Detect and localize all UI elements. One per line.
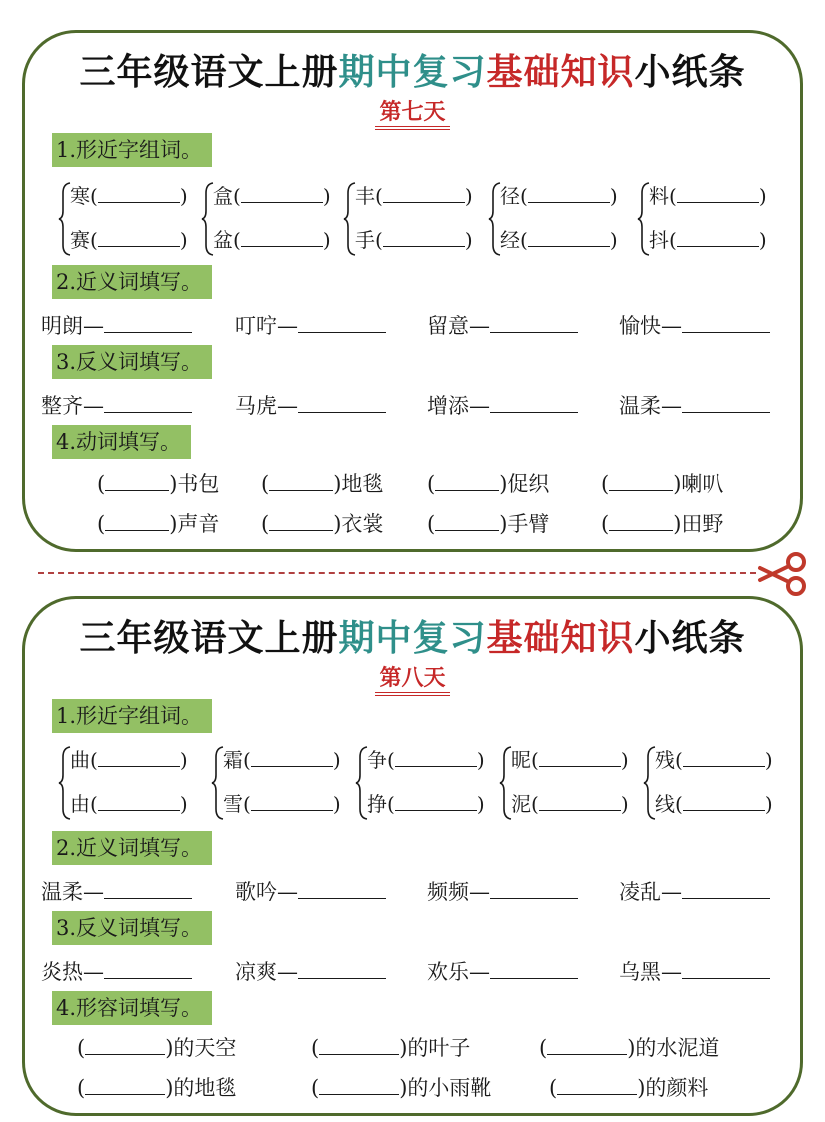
similar-char-group <box>488 181 638 261</box>
answer-blank[interactable] <box>490 878 578 899</box>
answer-blank[interactable] <box>383 226 465 247</box>
word-item: 凌乱— <box>619 877 770 907</box>
answer-blank[interactable] <box>683 790 765 811</box>
answer-blank[interactable] <box>298 392 386 413</box>
answer-blank[interactable] <box>105 470 169 491</box>
char-row: 昵( ) <box>511 748 629 772</box>
char-row: 由( ) <box>70 792 188 816</box>
char-row: 盆( ) <box>213 228 331 252</box>
answer-blank[interactable] <box>682 878 770 899</box>
char-row: 寒( ) <box>70 184 188 208</box>
answer-blank[interactable] <box>490 958 578 979</box>
scissors-icon <box>756 550 812 598</box>
answer-blank[interactable] <box>490 312 578 333</box>
word-item: 频频— <box>427 877 578 907</box>
answer-blank[interactable] <box>435 510 499 531</box>
similar-char-group <box>211 745 361 825</box>
char-row: 手( ) <box>355 228 473 252</box>
section-heading: 4.动词填写。 <box>52 425 191 459</box>
fill-item: ( )地毯 <box>261 472 384 496</box>
answer-blank[interactable] <box>105 510 169 531</box>
answer-blank[interactable] <box>298 312 386 333</box>
similar-char-group <box>643 745 793 825</box>
answer-blank[interactable] <box>609 470 673 491</box>
answer-blank[interactable] <box>319 1074 399 1095</box>
worksheet-card-day7 <box>22 30 803 552</box>
answer-blank[interactable] <box>557 1074 637 1095</box>
answer-blank[interactable] <box>319 1034 399 1055</box>
answer-blank[interactable] <box>609 510 673 531</box>
answer-blank[interactable] <box>435 470 499 491</box>
fill-item: ( )书包 <box>97 472 220 496</box>
worksheet-card-day8 <box>22 596 803 1116</box>
word-item: 愉快— <box>619 311 770 341</box>
answer-blank[interactable] <box>677 182 759 203</box>
answer-blank[interactable] <box>383 182 465 203</box>
word-item: 乌黑— <box>619 957 770 987</box>
answer-blank[interactable] <box>682 312 770 333</box>
similar-char-group <box>201 181 351 261</box>
fill-item: ( )的水泥道 <box>539 1036 720 1060</box>
word-item: 温柔— <box>41 877 192 907</box>
day-label: 第七天 <box>25 99 800 130</box>
answer-blank[interactable] <box>682 958 770 979</box>
answer-blank[interactable] <box>539 746 621 767</box>
answer-blank[interactable] <box>98 746 180 767</box>
char-row: 挣( ) <box>367 792 485 816</box>
answer-blank[interactable] <box>98 182 180 203</box>
fill-item: ( )衣裳 <box>261 512 384 536</box>
answer-blank[interactable] <box>683 746 765 767</box>
card-title: 三年级语文上册期中复习基础知识小纸条 <box>79 52 746 93</box>
word-item: 温柔— <box>619 391 770 421</box>
answer-blank[interactable] <box>682 392 770 413</box>
section-heading: 1.形近字组词。 <box>52 699 212 733</box>
answer-blank[interactable] <box>298 958 386 979</box>
answer-blank[interactable] <box>298 878 386 899</box>
fill-item: ( )手臂 <box>427 512 550 536</box>
fill-item: ( )的地毯 <box>77 1076 237 1100</box>
word-item: 整齐— <box>41 391 192 421</box>
char-row: 赛( ) <box>70 228 188 252</box>
answer-blank[interactable] <box>539 790 621 811</box>
word-item: 增添— <box>427 391 578 421</box>
answer-blank[interactable] <box>395 746 477 767</box>
word-item: 欢乐— <box>427 957 578 987</box>
fill-item: ( )促织 <box>427 472 550 496</box>
answer-blank[interactable] <box>85 1074 165 1095</box>
section-heading: 2.近义词填写。 <box>52 831 212 865</box>
card-title: 三年级语文上册期中复习基础知识小纸条 <box>79 618 746 659</box>
answer-blank[interactable] <box>241 226 323 247</box>
answer-blank[interactable] <box>104 392 192 413</box>
char-row: 经( ) <box>500 228 618 252</box>
answer-blank[interactable] <box>528 182 610 203</box>
word-item: 留意— <box>427 311 578 341</box>
answer-blank[interactable] <box>251 746 333 767</box>
answer-blank[interactable] <box>85 1034 165 1055</box>
word-item: 叮咛— <box>235 311 386 341</box>
cut-line <box>38 572 756 574</box>
char-row: 霜( ) <box>223 748 341 772</box>
char-row: 残( ) <box>655 748 773 772</box>
answer-blank[interactable] <box>104 312 192 333</box>
char-row: 泥( ) <box>511 792 629 816</box>
similar-char-group <box>637 181 787 261</box>
fill-item: ( )声音 <box>97 512 220 536</box>
fill-item: ( )喇叭 <box>601 472 724 496</box>
day-label: 第八天 <box>25 665 800 696</box>
word-item: 歌吟— <box>235 877 386 907</box>
answer-blank[interactable] <box>98 790 180 811</box>
fill-item: ( )的叶子 <box>311 1036 471 1060</box>
word-item: 凉爽— <box>235 957 386 987</box>
answer-blank[interactable] <box>677 226 759 247</box>
answer-blank[interactable] <box>104 878 192 899</box>
char-row: 丰( ) <box>355 184 473 208</box>
fill-item: ( )的天空 <box>77 1036 237 1060</box>
section-heading: 3.反义词填写。 <box>52 911 212 945</box>
word-item: 炎热— <box>41 957 192 987</box>
similar-char-group <box>58 745 208 825</box>
char-row: 抖( ) <box>649 228 767 252</box>
section-heading: 1.形近字组词。 <box>52 133 212 167</box>
answer-blank[interactable] <box>395 790 477 811</box>
answer-blank[interactable] <box>490 392 578 413</box>
word-item: 明朗— <box>41 311 192 341</box>
char-row: 径( ) <box>500 184 618 208</box>
char-row: 争( ) <box>367 748 485 772</box>
answer-blank[interactable] <box>528 226 610 247</box>
char-row: 雪( ) <box>223 792 341 816</box>
answer-blank[interactable] <box>104 958 192 979</box>
answer-blank[interactable] <box>98 226 180 247</box>
similar-char-group <box>343 181 493 261</box>
section-heading: 3.反义词填写。 <box>52 345 212 379</box>
answer-blank[interactable] <box>547 1034 627 1055</box>
char-row: 线( ) <box>655 792 773 816</box>
word-item: 马虎— <box>235 391 386 421</box>
answer-blank[interactable] <box>269 510 333 531</box>
fill-item: ( )田野 <box>601 512 724 536</box>
similar-char-group <box>499 745 649 825</box>
char-row: 曲( ) <box>70 748 188 772</box>
similar-char-group <box>58 181 208 261</box>
fill-item: ( )的颜料 <box>549 1076 709 1100</box>
section-heading: 2.近义词填写。 <box>52 265 212 299</box>
answer-blank[interactable] <box>269 470 333 491</box>
similar-char-group <box>355 745 505 825</box>
answer-blank[interactable] <box>241 182 323 203</box>
fill-item: ( )的小雨靴 <box>311 1076 492 1100</box>
answer-blank[interactable] <box>251 790 333 811</box>
section-heading: 4.形容词填写。 <box>52 991 212 1025</box>
char-row: 盒( ) <box>213 184 331 208</box>
char-row: 料( ) <box>649 184 767 208</box>
